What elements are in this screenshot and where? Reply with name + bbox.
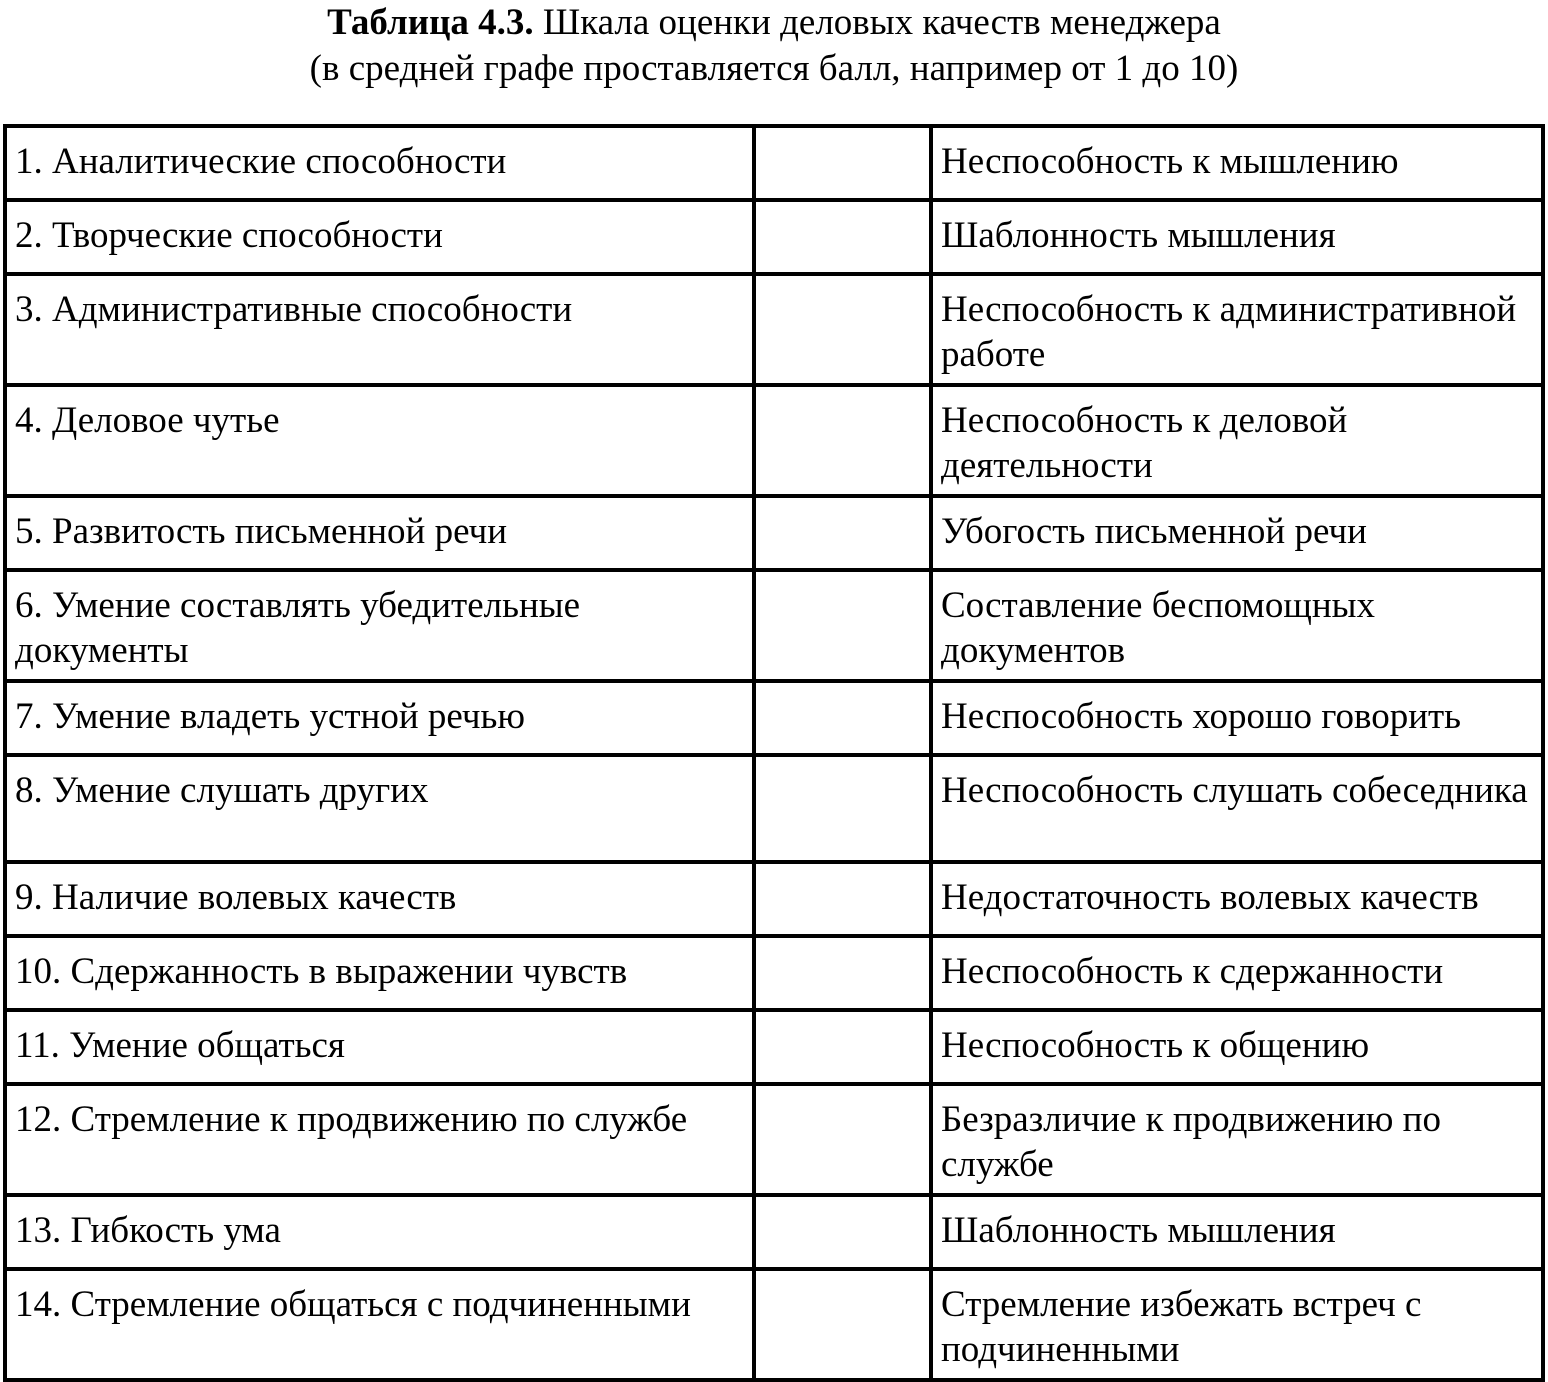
opposite-cell: Неспособность хорошо говорить	[931, 681, 1543, 755]
table-row	[5, 496, 1543, 570]
quality-cell: 13. Гибкость ума	[5, 1195, 754, 1269]
score-cell[interactable]	[754, 385, 931, 496]
score-cell[interactable]	[754, 496, 931, 570]
score-cell[interactable]	[754, 200, 931, 274]
quality-cell: 10. Сдержанность в выражении чувств	[5, 936, 754, 1010]
score-cell[interactable]	[754, 1084, 931, 1195]
table-row	[5, 126, 1543, 200]
caption-title: Шкала оценки деловых качеств менеджера	[542, 2, 1221, 43]
opposite-cell: Безразличие к продвижению по службе	[931, 1084, 1543, 1195]
opposite-cell: Шаблонность мышления	[931, 200, 1543, 274]
table-row	[5, 936, 1543, 1010]
table-caption	[0, 0, 1548, 92]
table-row	[5, 1195, 1543, 1269]
table-row	[5, 570, 1543, 681]
opposite-cell: Недостаточность волевых качеств	[931, 862, 1543, 936]
opposite-cell: Шаблонность мышления	[931, 1195, 1543, 1269]
quality-cell: 8. Умение слушать других	[5, 755, 754, 862]
opposite-cell: Неспособность к мышлению	[931, 126, 1543, 200]
opposite-cell: Стремление избежать встреч с подчиненными	[931, 1269, 1543, 1380]
quality-cell: 12. Стремление к продвижению по службе	[5, 1084, 754, 1195]
table-row	[5, 274, 1543, 385]
quality-cell: 7. Умение владеть устной речью	[5, 681, 754, 755]
caption-title-line	[0, 0, 1548, 46]
opposite-cell: Неспособность к сдержанности	[931, 936, 1543, 1010]
score-cell[interactable]	[754, 862, 931, 936]
quality-cell: 2. Творческие способности	[5, 200, 754, 274]
score-cell[interactable]	[754, 1010, 931, 1084]
table-row	[5, 755, 1543, 862]
quality-cell: 5. Развитость письменной речи	[5, 496, 754, 570]
caption-label: Таблица 4.3.	[327, 2, 534, 43]
score-cell[interactable]	[754, 755, 931, 862]
table-row	[5, 1084, 1543, 1195]
score-cell[interactable]	[754, 936, 931, 1010]
opposite-cell: Неспособность к административной работе	[931, 274, 1543, 385]
score-cell[interactable]	[754, 274, 931, 385]
score-cell[interactable]	[754, 681, 931, 755]
table-row	[5, 681, 1543, 755]
quality-cell: 3. Административные способности	[5, 274, 754, 385]
table-row	[5, 200, 1543, 274]
business-qualities-table	[3, 124, 1545, 1382]
opposite-cell: Неспособность к общению	[931, 1010, 1543, 1084]
table-row	[5, 862, 1543, 936]
quality-cell: 1. Аналитические способности	[5, 126, 754, 200]
table-row	[5, 385, 1543, 496]
opposite-cell: Составление беспомощных документов	[931, 570, 1543, 681]
quality-cell: 9. Наличие волевых качеств	[5, 862, 754, 936]
score-cell[interactable]	[754, 1269, 931, 1380]
score-cell[interactable]	[754, 570, 931, 681]
caption-subtitle: (в средней графе проставляется балл, например от 1 до 10)	[309, 48, 1239, 89]
quality-cell: 11. Умение общаться	[5, 1010, 754, 1084]
quality-cell: 6. Умение составлять убедительные документы	[5, 570, 754, 681]
score-cell[interactable]	[754, 1195, 931, 1269]
opposite-cell: Убогость письменной речи	[931, 496, 1543, 570]
quality-cell: 14. Стремление общаться с подчиненными	[5, 1269, 754, 1380]
opposite-cell: Неспособность к деловой деятельности	[931, 385, 1543, 496]
score-cell[interactable]	[754, 126, 931, 200]
quality-cell: 4. Деловое чутье	[5, 385, 754, 496]
table-row	[5, 1010, 1543, 1084]
table-row	[5, 1269, 1543, 1380]
opposite-cell: Неспособность слушать собеседника	[931, 755, 1543, 862]
